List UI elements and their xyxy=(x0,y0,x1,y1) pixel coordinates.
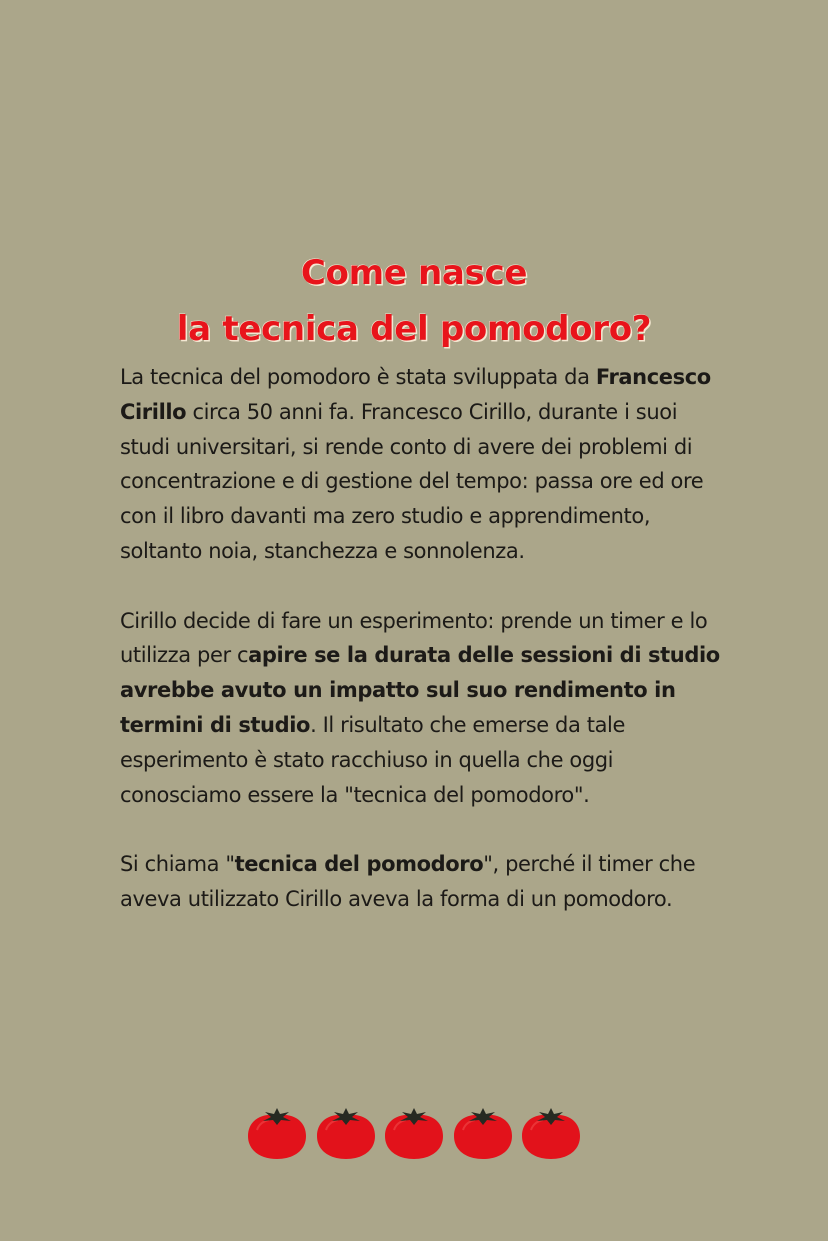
paragraph-text: Si chiama " xyxy=(120,852,235,877)
paragraph-text: ", perché il timer che aveva utilizzato Cirillo aveva la forma di un pomodoro. xyxy=(120,852,696,911)
paragraph-origin xyxy=(120,360,720,569)
paragraph-text: circa 50 anni fa. Francesco Cirillo, durante i suoi studi universitari, si rende conto di avere dei problemi di concentrazione e di gestione del tempo: passa ore ed ore con il libro davanti ma zero studio e apprendimento, soltanto noia, stanchezza e sonnolenza. xyxy=(120,399,704,563)
tomato-icon xyxy=(453,1106,513,1160)
paragraph-text: . Il risultato che emerse da tale esperimento è stato racchiuso in quella che oggi conosciamo essere la "tecnica del pomodoro". xyxy=(120,712,625,807)
paragraph-text: Cirillo decide di fare un esperimento: prende un timer e lo utilizza per c xyxy=(120,608,708,668)
tomato-icon xyxy=(521,1106,581,1160)
paragraph-bold: tecnica del pomodoro xyxy=(234,852,484,877)
paragraph-experiment xyxy=(120,604,720,813)
paragraph-bold: apire se la durata delle sessioni di studio avrebbe avuto un impatto sul suo rendimento in termini di studio xyxy=(120,643,720,737)
tomato-icon xyxy=(247,1106,307,1160)
tomato-row xyxy=(247,1106,581,1162)
tomato-icon xyxy=(384,1106,444,1160)
paragraph-text: La tecnica del pomodoro è stata sviluppata da xyxy=(120,365,596,389)
tomato-icon xyxy=(316,1106,376,1160)
page-title-line-2: la tecnica del pomodoro? xyxy=(176,308,652,349)
body-text xyxy=(120,360,720,952)
page-title xyxy=(0,245,828,357)
page-title-line-1: Come nasce xyxy=(300,252,528,293)
paragraph-bold: Francesco Cirillo xyxy=(120,365,711,424)
paragraph-name-origin xyxy=(120,847,720,917)
